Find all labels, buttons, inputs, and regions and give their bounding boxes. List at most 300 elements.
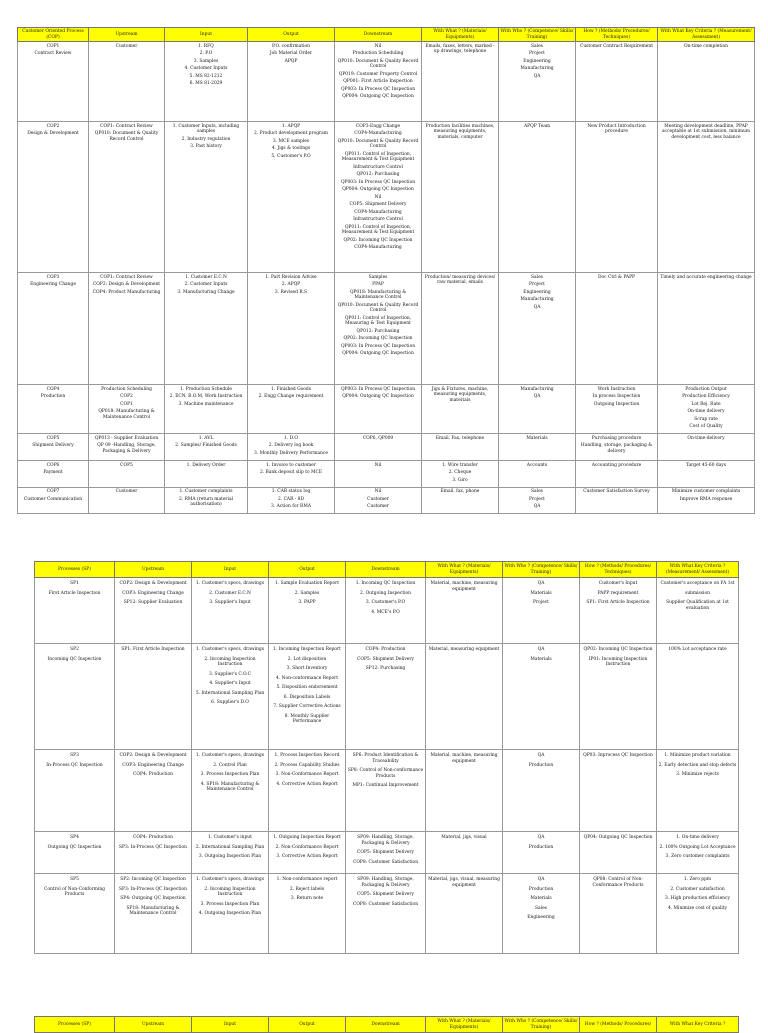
cell-line: Production Scheduling (352, 51, 404, 56)
cell-line: Outgoing QC Inspection (47, 844, 102, 850)
cell-line: Production (528, 844, 554, 850)
cell-line: Production (528, 886, 554, 892)
cop-process-table (17, 27, 755, 514)
cell-line: 2. Customer Inputs (184, 282, 228, 287)
cell-line: Project (533, 600, 549, 605)
cell-line: 1. Sample Evaluation Report (275, 581, 339, 586)
cell-line: 3. Short Inventory (286, 666, 328, 671)
header-cell: With What Key Criteria ? (657, 1017, 739, 1033)
materials-cell (426, 832, 503, 874)
table-row (35, 578, 739, 644)
cell-line: 2. Customer satisfaction (670, 886, 725, 892)
cell-line: 3. Non-Conformance Report (275, 772, 339, 777)
downstream-cell (335, 487, 422, 514)
cell-line: 5. Customer's P.O (271, 153, 311, 159)
cell-line: Production (40, 394, 66, 399)
cell-line: QA (537, 581, 545, 586)
cell-line: COP6 (46, 462, 60, 468)
cell-line: 3. PAPP (298, 600, 316, 605)
output-cell (248, 42, 335, 122)
cell-line: Cost of Quality (689, 424, 723, 429)
cell-line: QP02: Incoming QC Inspection (343, 336, 413, 341)
downstream-cell (335, 42, 422, 122)
input-cell (165, 461, 248, 488)
cell-line: SP6: Product Identification & Traceability (352, 753, 419, 764)
cell-line: QP010: Document & Quality Record Control (337, 138, 419, 149)
downstream-cell (335, 122, 422, 273)
cell-line: 1. Wire transfer (442, 462, 478, 468)
table-row (18, 122, 755, 273)
process-cell (18, 434, 89, 461)
cell-line: 3. Outgoing Inspection Plan (198, 854, 262, 859)
cell-line: 2. Product development program (254, 131, 328, 136)
header-cell: Input (192, 562, 269, 578)
criteria-cell (658, 385, 755, 434)
method-cell (580, 644, 657, 750)
header-cell: How ? (Methods/ Procedures/ Techniques) (576, 28, 658, 42)
cell-line: COP6, QP009 (362, 435, 394, 441)
cell-line: SP18: Manufacturing & Maintenance Control (126, 905, 180, 916)
competence-cell (503, 750, 580, 832)
cell-line: Engineering (527, 915, 555, 920)
cell-line: Scrap rate (694, 416, 718, 422)
cell-line: 4. Jigs & toolings (271, 146, 311, 151)
cell-line: 2. Non-Conformance Report (275, 844, 339, 850)
cell-line: Engineering (523, 289, 551, 295)
cell-line: 1. Customer Inputs, including samples (172, 123, 240, 134)
cell-line: QP004: Outgoing QC Inspection (342, 94, 414, 99)
cell-line: 2. 100% Outgoing Lot Acceptance (659, 844, 736, 850)
competence-cell (499, 273, 576, 385)
cell-line: 3. High production efficiency (665, 896, 730, 901)
downstream-cell (346, 644, 426, 750)
cell-line: SP12: Purchasing (365, 666, 406, 671)
cell-line: COP1 (120, 401, 133, 407)
upstream-cell (89, 434, 165, 461)
cell-line: COP5: Shipment Delivery (349, 202, 407, 207)
cell-line: 3. Supplier's C.O.C (208, 671, 252, 677)
cell-line: 5. International Sampling Plan (195, 690, 265, 696)
criteria-cell (657, 750, 739, 832)
competence-cell (503, 578, 580, 644)
cell-line: QP010: Document & Quality Record Control (337, 302, 419, 313)
cell-line: Engineering Change (30, 282, 76, 287)
cell-line: Emails, faxes, letters, marked -up drawings, telephone (425, 43, 495, 54)
process-cell (35, 874, 115, 954)
competence-cell (503, 832, 580, 874)
table-row (18, 487, 755, 514)
cell-line: Contract Review (34, 51, 72, 56)
cell-line: 4. Corrective Action Report (276, 781, 338, 787)
cell-line: Samples (368, 274, 388, 280)
method-cell (576, 461, 658, 488)
competence-cell (499, 42, 576, 122)
cell-line: SP2: Incoming QC Inspection (120, 877, 186, 882)
upstream-cell (115, 644, 192, 750)
process-cell (35, 578, 115, 644)
cell-line: COP2: Design & Development (119, 753, 187, 758)
competence-cell (503, 874, 580, 954)
cell-line: COP4-Manufacturing (354, 209, 402, 215)
cell-line: Doc Ctrl & PAPP (598, 274, 635, 280)
cell-line: 1. Production Schedule (180, 386, 232, 392)
upstream-cell (89, 122, 165, 273)
downstream-cell (335, 434, 422, 461)
input-cell (165, 122, 248, 273)
cell-line: 1. Customer complaints (179, 489, 233, 494)
cell-line: COP3: Engineering Change (122, 590, 184, 596)
cell-line: SP1: First Article Inspection (121, 647, 185, 652)
table-row (18, 42, 755, 122)
cell-line: COP2 (46, 123, 60, 129)
output-cell (248, 487, 335, 514)
cell-line: First Article Inspection (48, 590, 101, 596)
criteria-cell (657, 644, 739, 750)
cell-line: QP003: In Process QC Inspection (340, 343, 416, 349)
cell-line: QP03: Inprocess QC Inspection (583, 753, 653, 758)
cell-line: COP8: Customer Satisfaction (352, 859, 419, 865)
process-cell (35, 832, 115, 874)
cell-line: Customer (115, 489, 138, 494)
cell-line: submission (685, 590, 710, 596)
cell-line: Production Scheduling (101, 386, 152, 392)
table-row (18, 385, 755, 434)
cell-line: QP011: Control of Inspection, Measuring & Test Equipment (344, 315, 412, 326)
cell-line: 5. MS 82-1212 (189, 73, 223, 79)
cell-line: 1. APQP (281, 123, 301, 129)
cell-line: 2. Outgoing Inspection (360, 590, 411, 596)
input-cell (165, 385, 248, 434)
cell-line: 2. RMA (return material authorisation) (179, 496, 233, 507)
upstream-cell (115, 578, 192, 644)
header-cell: Upstream (89, 28, 165, 42)
cell-line: 2. Process Capability Studies (274, 762, 340, 768)
downstream-cell (346, 750, 426, 832)
header-cell: Output (248, 28, 335, 42)
cell-line: Customer Communication (23, 496, 83, 502)
cell-line: Materials (530, 656, 552, 662)
header-cell: How ? (Methods/ Procedures/ Techniques) (580, 562, 657, 578)
cell-line: Project (529, 51, 545, 56)
cell-line: 3. Customer's P.O (365, 600, 406, 605)
downstream-cell (346, 874, 426, 954)
cell-line: Incoming QC Inspection (47, 656, 102, 662)
cell-line: 4. Outgoing Inspection Plan (198, 911, 262, 916)
cell-line: 2. ECN, B.O.M, Work Instruction (169, 394, 243, 399)
cell-line: 1. AVL (198, 435, 214, 441)
cell-line: 1. RFQ (198, 43, 214, 49)
input-cell (192, 874, 269, 954)
competence-cell (503, 644, 580, 750)
cell-line: QP011: Control of Inspection, Measurement & Test Equipment (341, 224, 415, 235)
cell-line: QA (537, 877, 545, 882)
method-cell (580, 578, 657, 644)
upstream-cell (89, 273, 165, 385)
input-cell (165, 434, 248, 461)
table-row (18, 434, 755, 461)
criteria-cell (658, 487, 755, 514)
cell-line: COP2 (120, 394, 133, 399)
competence-cell (499, 461, 576, 488)
cell-line: 4. Minimize cost of quality (667, 905, 728, 911)
cell-line: Production (528, 762, 554, 768)
cell-line: COP1: Contract Review (100, 123, 153, 129)
cell-line: COP4: Production (365, 647, 406, 652)
cell-line: 2. International Sampling Plan (195, 844, 265, 850)
header-cell: Output (269, 1017, 346, 1033)
cell-line: SP8: Control of Non-conformance Products (347, 768, 424, 779)
cell-line: COP1 (46, 43, 60, 49)
cell-line: 1. Finished Goods (270, 386, 311, 392)
cell-line: 1. Minimize product variation (664, 753, 731, 758)
materials-cell (426, 750, 503, 832)
materials-cell (426, 578, 503, 644)
header-cell: Output (269, 562, 346, 578)
materials-cell (422, 487, 499, 514)
cell-line: 3. Machine maintenance (178, 401, 234, 407)
header-cell: Downstream (335, 28, 422, 42)
output-cell (269, 874, 346, 954)
cell-line: Material, machine, measuring equipment (430, 581, 498, 592)
cell-line: 8. Monthly Supplier Performance (284, 713, 330, 724)
cell-line: 6. Disposition Labels (283, 694, 331, 700)
cell-line: 1. Incoming Inspection Report (273, 647, 341, 652)
cell-line: 1. CAR status log (271, 489, 311, 494)
header-cell: Input (192, 1017, 269, 1033)
output-cell (269, 750, 346, 832)
criteria-cell (657, 578, 739, 644)
cell-line: SP2 (70, 647, 79, 652)
cell-line: IP01: Incoming Inspection Instruction (588, 656, 648, 667)
criteria-cell (657, 832, 739, 874)
input-cell (165, 42, 248, 122)
process-cell (18, 487, 89, 514)
cell-line: SP4: Outgoing QC Inspection (120, 896, 186, 901)
table-row (35, 750, 739, 832)
competence-cell (499, 487, 576, 514)
criteria-cell (658, 122, 755, 273)
cell-line: SP12: Supplier Evaluation (123, 600, 183, 605)
cell-line: QP04: Outgoing QC Inspection (583, 835, 653, 840)
cell-line: 2. P.O (199, 51, 213, 56)
cell-line: 1. Customer E.C.N (185, 274, 227, 280)
cell-line: Production/ measuring devices/ raw material, emails (424, 274, 496, 285)
cell-line: Customer (115, 43, 138, 49)
cell-line: Shipment Delivery (32, 443, 74, 448)
header-cell: With What ? (Materials/ Equipments) (426, 562, 503, 578)
cell-line: COP3 (46, 274, 60, 280)
cell-line: Production Output (685, 386, 727, 392)
method-cell (576, 385, 658, 434)
cell-line: Infrastructure Control (353, 217, 403, 222)
criteria-cell (658, 273, 755, 385)
cell-line: 1. Non-conformance report (276, 877, 338, 882)
cell-line: 1. Customer's input (208, 835, 252, 840)
cell-line: In process Inspection (592, 394, 641, 399)
cell-line: 2. Early detection and stop defects (658, 762, 737, 768)
output-cell (269, 578, 346, 644)
cell-line: SP3: In-Process QC Inspection (118, 844, 187, 850)
header-cell: Upstream (115, 1017, 192, 1033)
cell-line: QA (537, 835, 545, 840)
cell-line: QP004: Outgoing QC Inspection (342, 351, 414, 356)
cell-line: 2. Industry regulation (181, 136, 231, 142)
header-cell: With Who ? (Competence/ Skills/ Training) (499, 28, 576, 42)
output-cell (269, 644, 346, 750)
process-cell (18, 122, 89, 273)
cell-line: COP3: Engineering Change (122, 762, 184, 768)
cell-line: 3. Process Inspection Plan (200, 901, 260, 907)
output-cell (248, 461, 335, 488)
cell-line: 2. Samples/ Finished Goods (175, 443, 237, 448)
cell-line: Nil (374, 194, 382, 200)
cell-line: Supplier Qualification at 1st evaluation (666, 600, 729, 611)
process-cell (35, 750, 115, 832)
cell-line: QP019: Customer Property Control (338, 71, 418, 77)
cop-body (18, 42, 755, 514)
output-cell (248, 434, 335, 461)
process-cell (18, 461, 89, 488)
header-cell: With Who ? (Competence/ Skills/ Training) (503, 1017, 580, 1033)
upstream-cell (89, 461, 165, 488)
cell-line: Production facilities machines, measuring equipments, materials, computer (425, 123, 495, 140)
cell-line: Email, Fax, telephone (435, 435, 485, 441)
upstream-cell (89, 487, 165, 514)
cell-line: Project (529, 282, 545, 287)
cell-line: COP2: Design & Development (92, 282, 161, 287)
cell-line: 3. Revised R.S (274, 289, 308, 295)
cell-line: 2. Incoming Inspection Instruction (204, 886, 256, 897)
criteria-cell (658, 461, 755, 488)
cell-line: 100% Lot acceptance rate (668, 647, 727, 652)
cell-line: Customer Contract Requirement (579, 43, 654, 49)
header-cell: How ? (Methods/ Procedures/ (580, 1017, 657, 1033)
cell-line: QA (533, 394, 541, 399)
cop-header-row (18, 28, 755, 42)
downstream-cell (346, 832, 426, 874)
cell-line: QA (533, 304, 541, 310)
cell-line: COP5 (120, 462, 133, 468)
header-cell: Processes (SP) (35, 562, 115, 578)
cell-line: 1. Outgoing Inspection Report (273, 835, 341, 840)
method-cell (580, 750, 657, 832)
sp-body (35, 578, 739, 954)
cell-line: Customer Satisfaction Survey (583, 489, 650, 494)
header-cell: Upstream (115, 562, 192, 578)
cell-line: 1. Customer's specs, drawings (196, 647, 264, 652)
cell-line: Jigs & Fixtures, machine, measuring equipments, materials (431, 386, 489, 403)
cell-line: COP4: Product Manufacturing (92, 289, 161, 295)
competence-cell (499, 434, 576, 461)
cell-line: Accounting procedure (591, 462, 642, 468)
cell-line: 3. MCE samples (272, 138, 310, 144)
competence-cell (499, 122, 576, 273)
cell-line: QP003: In Process QC Inspection (340, 179, 416, 185)
cell-line: 1. Delivery Order (186, 462, 226, 468)
header-cell: With Who ? (Competence/ Skills/ Training) (503, 562, 580, 578)
cell-line: QP08: Control of Non-Conformance Products (592, 877, 644, 888)
cell-line: Accounts (526, 462, 548, 468)
cell-line: P.O. confirmation (272, 43, 310, 49)
cell-line: 3. Process Inspection Plan (200, 772, 260, 777)
cell-line: 2. Delivery log book (268, 443, 314, 448)
cell-line: QP004: Outgoing QC Inspection (342, 394, 414, 399)
cell-line: Materials (530, 896, 552, 901)
cell-line: Design & Development (27, 131, 79, 136)
cell-line: COP4-Manufacturing (354, 245, 402, 250)
sp-header-row (35, 562, 739, 578)
cell-line: Engineering (523, 58, 551, 64)
cell-line: 2. Control Plan (213, 762, 247, 768)
cell-line: 6. MS 81-2029 (189, 81, 223, 86)
input-cell (192, 578, 269, 644)
cell-line: 2. CAR - 8D (277, 496, 304, 502)
cell-line: 1. D.O (284, 435, 298, 441)
cell-line: Manufacturing (520, 297, 554, 302)
cell-line: Material, jigs, visual, measuring equipment (428, 877, 500, 888)
cell-line: Material, machine, measuring equipment (430, 753, 498, 764)
cell-line: On-time completion (684, 43, 728, 49)
cell-line: QP010: Document & Quality Record Control (337, 58, 419, 69)
table-row (35, 644, 739, 750)
cell-line: 3. Minimize rejects (676, 772, 719, 777)
cell-line: Sales (531, 274, 543, 280)
cell-line: SP1 (70, 581, 79, 586)
table-row (35, 874, 739, 954)
criteria-cell (658, 434, 755, 461)
cell-line: Infrastructure Control (353, 164, 403, 170)
method-cell (576, 122, 658, 273)
sp-process-table (34, 561, 739, 954)
cell-line: COP5: Shipment Delivery (357, 892, 414, 897)
cell-line: COP4: Production (132, 835, 173, 840)
process-cell (18, 42, 89, 122)
cell-line: PAPP requirement (597, 590, 639, 596)
cell-line: On-time-delivery (687, 435, 725, 441)
cell-line: COP2: Design & Development (119, 581, 187, 586)
downstream-cell (335, 273, 422, 385)
input-cell (192, 644, 269, 750)
method-cell (576, 434, 658, 461)
method-cell (576, 487, 658, 514)
cell-line: Work Instruction (597, 386, 636, 392)
cell-line: 2. Cheque (448, 470, 472, 475)
cell-line: Meeting development deadline, PPAP acceptable at 1st submission, minimum development cost, less balance (661, 123, 751, 140)
cell-line: 3. Action for RMA (271, 504, 311, 509)
upstream-cell (115, 874, 192, 954)
materials-cell (422, 273, 499, 385)
cell-line: QA (537, 753, 545, 758)
cell-line: SP09: Handling, Storage, Packaging & Delivery (357, 835, 414, 846)
cell-line: Email, fax, phone (440, 489, 480, 494)
cell-line: In-Process QC Inspection (46, 762, 103, 768)
cell-line: SP1: First Article Inspection (586, 600, 650, 605)
cell-line: 2. APQP (281, 282, 301, 287)
cell-line: 1. Part Revision Advise (265, 274, 317, 280)
cell-line: 1. On-time delivery (676, 835, 719, 840)
cell-line: Improve RMA response (679, 496, 733, 502)
cell-line: SP3 (70, 753, 79, 758)
cell-line: APQP Team (523, 123, 551, 129)
cell-line: 4. MCE's P.O (371, 609, 400, 615)
materials-cell (422, 122, 499, 273)
cell-line: Production Efficiency (682, 394, 730, 399)
cell-line: 4. SP18: Manufacturing & Maintenance Control (200, 781, 260, 792)
cell-line: COP5: Shipment Delivery (357, 656, 414, 662)
cell-line: 1. Incoming QC Inspection (355, 581, 416, 586)
table-row (18, 461, 755, 488)
cell-line: 3. Supplier's Input (209, 600, 251, 605)
